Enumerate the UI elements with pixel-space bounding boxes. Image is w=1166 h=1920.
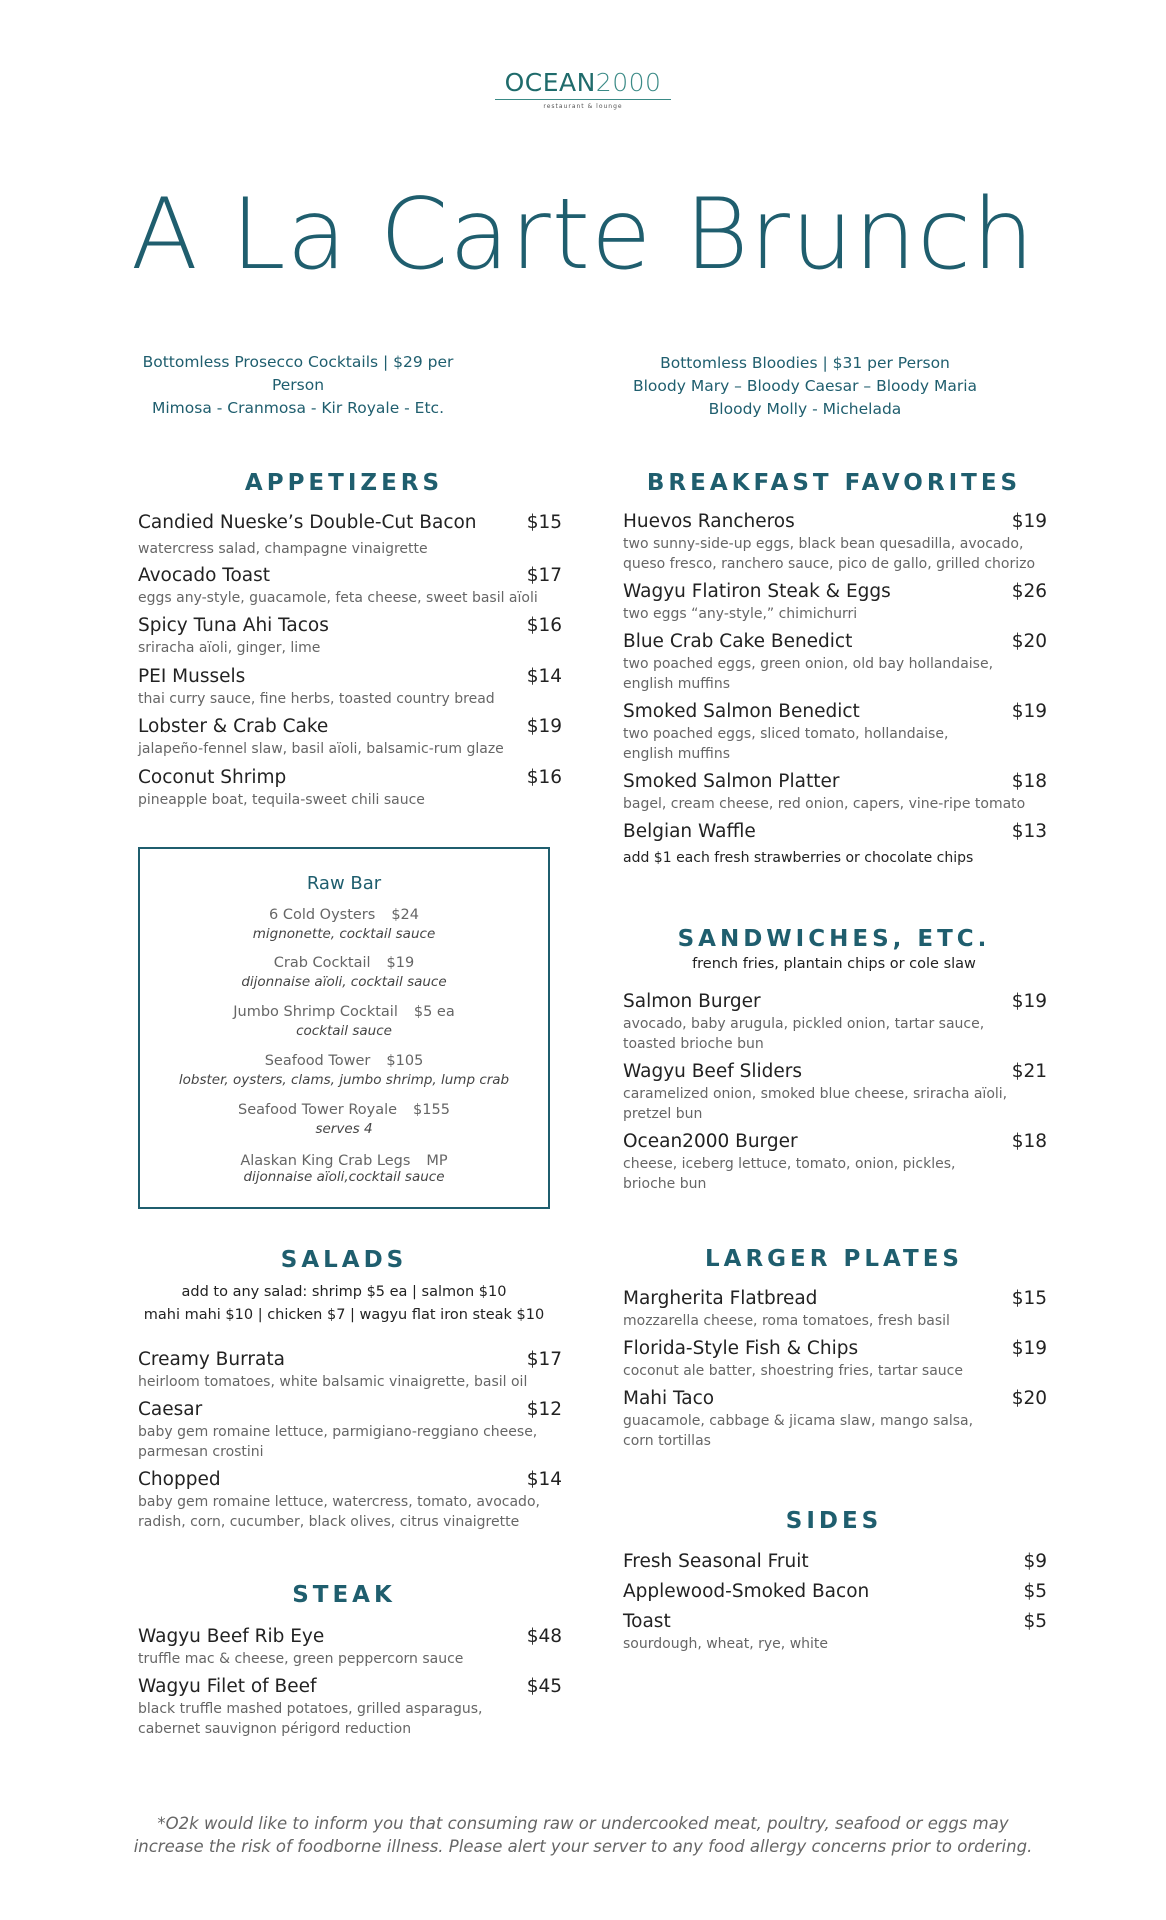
menu-item <box>623 1550 1047 1574</box>
item-desc: radish, corn, cucumber, black olives, citrus vinaigrette <box>138 1514 520 1530</box>
item-price: $15 <box>526 512 562 533</box>
item-desc: black truffle mashed potatoes, grilled asparagus, <box>138 1701 483 1717</box>
item-name: Wagyu Beef Rib Eye <box>138 1626 325 1647</box>
salads-heading: SALADS <box>280 1247 408 1273</box>
item-desc: avocado, baby arugula, pickled onion, tartar sauce, <box>623 1016 985 1032</box>
item-name: Salmon Burger <box>623 991 761 1012</box>
item-price: $21 <box>1011 1061 1047 1082</box>
item-name: Mahi Taco <box>623 1388 715 1409</box>
logo-tagline: restaurant & lounge <box>543 103 623 110</box>
item-name: Candied Nueske’s Double-Cut Bacon <box>138 512 477 533</box>
allergy-disclaimer <box>0 1812 1166 1858</box>
item-desc: sriracha aïoli, ginger, lime <box>138 640 321 656</box>
item-price: $26 <box>1011 581 1047 602</box>
item-price: $9 <box>1023 1551 1047 1572</box>
item-name: Margherita Flatbread <box>623 1288 818 1309</box>
item-name: Caesar <box>138 1399 203 1420</box>
sandwiches-subheading: french fries, plantain chips or cole slaw <box>692 956 976 972</box>
raw-bar-item <box>140 1002 548 1040</box>
menu-item <box>623 510 1047 574</box>
item-desc: pretzel bun <box>623 1106 703 1122</box>
menu-item <box>623 820 1047 868</box>
item-desc: watercress salad, champagne vinaigrette <box>138 541 428 557</box>
item-desc: cabernet sauvignon périgord reduction <box>138 1721 412 1737</box>
menu-item <box>623 770 1047 814</box>
menu-item <box>138 614 562 658</box>
promo-prosecco <box>118 351 478 420</box>
raw-item-name: Seafood Tower Royale <box>238 1102 398 1118</box>
promo-prosecco-line: Bottomless Prosecco Cocktails | $29 per Person <box>142 353 454 394</box>
item-desc: eggs any-style, guacamole, feta cheese, sweet basil aïoli <box>138 590 538 606</box>
item-price: $12 <box>526 1399 562 1420</box>
raw-item-price: $5 ea <box>413 1004 455 1020</box>
menu-item <box>623 1287 1047 1331</box>
raw-item-price: $24 <box>391 907 420 923</box>
steak-heading: STEAK <box>292 1582 396 1608</box>
menu-item <box>623 1337 1047 1381</box>
menu-item <box>138 1468 562 1532</box>
item-price: $5 <box>1023 1581 1047 1602</box>
menu-item <box>138 1625 562 1669</box>
raw-bar-item <box>140 1051 548 1089</box>
menu-item <box>138 1348 562 1392</box>
item-name: PEI Mussels <box>138 666 246 687</box>
raw-item-name: Seafood Tower <box>264 1053 371 1069</box>
item-name: Smoked Salmon Platter <box>623 771 840 792</box>
raw-bar-box <box>138 847 550 1209</box>
item-name: Spicy Tuna Ahi Tacos <box>138 615 329 636</box>
menu-item <box>138 1398 562 1462</box>
menu-item <box>623 700 1047 764</box>
item-price: $45 <box>526 1676 562 1697</box>
appetizers-heading: APPETIZERS <box>244 470 444 496</box>
item-name: Ocean2000 Burger <box>623 1131 798 1152</box>
item-desc: two poached eggs, green onion, old bay hollandaise, <box>623 656 994 672</box>
menu-item <box>623 1580 1047 1604</box>
item-price: $15 <box>1011 1288 1047 1309</box>
item-desc: two sunny-side-up eggs, black bean quesadilla, avocado, <box>623 536 1024 552</box>
menu-item <box>138 511 562 559</box>
item-desc: two eggs “any-style,” chimichurri <box>623 606 858 622</box>
item-name: Wagyu Flatiron Steak & Eggs <box>623 581 891 602</box>
promo-bloodies <box>600 352 1010 421</box>
item-desc: queso fresco, ranchero sauce, pico de gallo, grilled chorizo <box>623 556 1036 572</box>
raw-item-name: Alaskan King Crab Legs <box>240 1153 411 1169</box>
disclaimer-line: increase the risk of foodborne illness. Please alert your server to any food allergy concerns prior to ordering. <box>133 1837 1033 1856</box>
raw-bar-item <box>140 905 548 943</box>
menu-item <box>138 665 562 709</box>
item-desc: brioche bun <box>623 1176 707 1192</box>
logo-rule <box>495 99 671 100</box>
menu-item <box>623 1610 1047 1654</box>
item-price: $19 <box>526 716 562 737</box>
promo-bloodies-line: Bottomless Bloodies | $31 per Person <box>660 354 950 372</box>
item-desc: bagel, cream cheese, red onion, capers, vine-ripe tomato <box>623 796 1026 812</box>
item-name: Belgian Waffle <box>623 821 756 842</box>
promo-prosecco-line: Mimosa - Cranmosa - Kir Royale - Etc. <box>151 399 444 417</box>
larger-plates-heading: LARGER PLATES <box>705 1246 963 1272</box>
raw-item-name: 6 Cold Oysters <box>268 907 376 923</box>
item-price: $16 <box>526 767 562 788</box>
item-price: $19 <box>1011 701 1047 722</box>
item-name: Applewood-Smoked Bacon <box>623 1581 870 1602</box>
item-name: Wagyu Beef Sliders <box>623 1061 802 1082</box>
raw-item-name: Jumbo Shrimp Cocktail <box>233 1004 398 1020</box>
breakfast-heading: BREAKFAST FAVORITES <box>646 470 1022 496</box>
item-desc: heirloom tomatoes, white balsamic vinaigrette, basil oil <box>138 1374 528 1390</box>
item-price: $14 <box>526 666 562 687</box>
item-price: $19 <box>1011 1338 1047 1359</box>
item-name: Wagyu Filet of Beef <box>138 1676 317 1697</box>
raw-item-price: $155 <box>413 1102 450 1118</box>
raw-item-price: $105 <box>386 1053 424 1069</box>
item-desc: thai curry sauce, fine herbs, toasted country bread <box>138 691 495 707</box>
item-name: Huevos Rancheros <box>623 511 795 532</box>
item-desc: guacamole, cabbage & jicama slaw, mango salsa, <box>623 1413 974 1429</box>
item-name: Fresh Seasonal Fruit <box>623 1551 809 1572</box>
raw-bar-title: Raw Bar <box>306 873 382 894</box>
raw-item-note: serves 4 <box>315 1121 373 1137</box>
item-desc: coconut ale batter, shoestring fries, tartar sauce <box>623 1363 963 1379</box>
item-desc: parmesan crostini <box>138 1444 264 1460</box>
item-name: Florida-Style Fish & Chips <box>623 1338 859 1359</box>
item-desc: toasted brioche bun <box>623 1036 764 1052</box>
menu-item <box>623 1060 1047 1124</box>
raw-item-note: mignonette, cocktail sauce <box>252 926 436 942</box>
item-price: $14 <box>526 1469 562 1490</box>
item-price: $18 <box>1011 771 1047 792</box>
page-title: A La Carte Brunch <box>130 178 1036 292</box>
item-desc: pineapple boat, tequila-sweet chili sauce <box>138 792 425 808</box>
raw-item-note: dijonnaise aïoli, cocktail sauce <box>241 974 447 990</box>
raw-item-note: cocktail sauce <box>296 1023 392 1039</box>
item-desc: english muffins <box>623 676 730 692</box>
sandwiches-heading: SANDWICHES, ETC. <box>677 926 991 952</box>
item-price: $17 <box>526 1349 562 1370</box>
menu-item <box>623 1387 1047 1451</box>
item-name: Creamy Burrata <box>138 1349 285 1370</box>
item-desc: two poached eggs, sliced tomato, hollandaise, <box>623 726 949 742</box>
item-price: $20 <box>1011 631 1047 652</box>
item-desc: cheese, iceberg lettuce, tomato, onion, pickles, <box>623 1156 956 1172</box>
item-price: $17 <box>526 565 562 586</box>
raw-item-name: Crab Cocktail <box>273 955 371 971</box>
menu-item <box>138 564 562 608</box>
salads-addon-line: add to any salad: shrimp $5 ea | salmon $10 <box>181 1284 507 1300</box>
raw-bar-item <box>140 1153 548 1185</box>
item-price: $19 <box>1011 991 1047 1012</box>
item-desc: truffle mac & cheese, green peppercorn sauce <box>138 1651 464 1667</box>
disclaimer-line: *O2k would like to inform you that consuming raw or undercooked meat, poultry, seafood or eggs may <box>157 1814 1009 1833</box>
item-desc: add $1 each fresh strawberries or chocolate chips <box>623 850 974 866</box>
item-price: $20 <box>1011 1388 1047 1409</box>
item-price: $18 <box>1011 1131 1047 1152</box>
item-name: Coconut Shrimp <box>138 767 287 788</box>
menu-item <box>138 715 562 759</box>
item-name: Blue Crab Cake Benedict <box>623 631 853 652</box>
item-name: Toast <box>623 1611 671 1632</box>
raw-item-price: $19 <box>386 955 415 971</box>
sides-heading: SIDES <box>785 1508 883 1534</box>
item-desc: caramelized onion, smoked blue cheese, sriracha aïoli, <box>623 1086 1008 1102</box>
raw-item-note: lobster, oysters, clams, jumbo shrimp, lump crab <box>178 1072 510 1088</box>
item-price: $13 <box>1011 821 1047 842</box>
item-price: $19 <box>1011 511 1047 532</box>
item-price: $16 <box>526 615 562 636</box>
menu-item <box>138 1675 562 1739</box>
raw-item-price: MP <box>426 1153 448 1169</box>
item-desc: corn tortillas <box>623 1433 711 1449</box>
menu-item <box>623 990 1047 1054</box>
menu-item <box>623 630 1047 694</box>
item-name: Lobster & Crab Cake <box>138 716 329 737</box>
menu-item <box>623 1130 1047 1194</box>
salads-addon-line: mahi mahi $10 | chicken $7 | wagyu flat iron steak $10 <box>143 1307 545 1323</box>
salads-addons <box>118 1281 570 1327</box>
raw-bar-item <box>140 1100 548 1138</box>
item-name: Chopped <box>138 1469 221 1490</box>
raw-item-note: dijonnaise aïoli,cocktail sauce <box>243 1169 445 1185</box>
logo <box>0 68 1166 110</box>
promo-bloodies-line: Bloody Molly - Michelada <box>708 400 902 418</box>
item-desc: jalapeño-fennel slaw, basil aïoli, balsamic-rum glaze <box>138 741 504 757</box>
menu-item <box>138 766 562 810</box>
item-desc: mozzarella cheese, roma tomatoes, fresh basil <box>623 1313 950 1329</box>
item-desc: english muffins <box>623 746 730 762</box>
menu-item <box>623 580 1047 624</box>
item-desc: sourdough, wheat, rye, white <box>623 1636 829 1652</box>
item-desc: baby gem romaine lettuce, watercress, tomato, avocado, <box>138 1494 540 1510</box>
item-price: $48 <box>526 1626 562 1647</box>
item-name: Smoked Salmon Benedict <box>623 701 860 722</box>
logo-wordmark: OCEAN2000 <box>504 68 662 97</box>
item-desc: baby gem romaine lettuce, parmigiano-reggiano cheese, <box>138 1424 538 1440</box>
promo-bloodies-line: Bloody Mary – Bloody Caesar – Bloody Maria <box>632 377 977 395</box>
item-price: $5 <box>1023 1611 1047 1632</box>
item-name: Avocado Toast <box>138 565 270 586</box>
raw-bar-item <box>140 953 548 991</box>
